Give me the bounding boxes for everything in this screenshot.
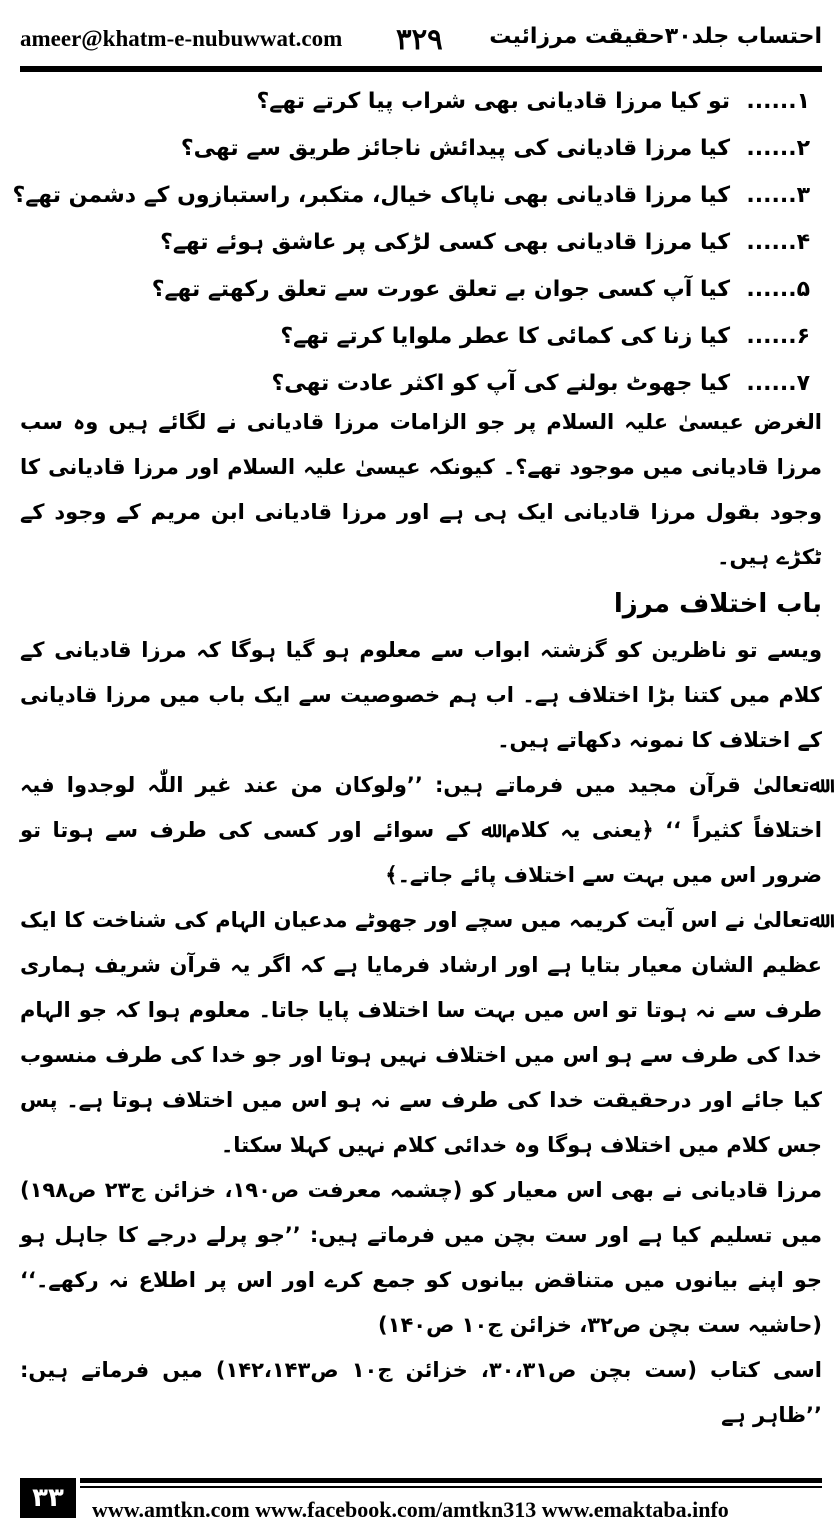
footer-page-number: ۳۳ xyxy=(20,1478,76,1518)
question-text: کیا جھوٹ بولنے کی آپ کو اکثر عادت تھی؟ xyxy=(271,371,730,396)
question-list xyxy=(12,78,822,407)
paragraph-quran-quote: ﷲتعالیٰ قرآن مجید میں فرماتے ہیں: ’’ولوکان من عند غیر اللّٰہ لوجدوا فیہ اختلافاً کثیراً ‘‘ ﴿یعنی یہ کلام ﷲ کے سوائے اور کسی کی طرف سے ہوتا تو ضرور اس میں بہت سے اختلاف پائے جاتے۔﴾ xyxy=(20,773,822,887)
question-text: تو کیا مرزا قادیانی بھی شراب پیا کرتے تھے؟ xyxy=(256,89,730,114)
chapter-heading: باب اختلاف مرزا xyxy=(613,589,822,619)
question-number: ۶...... xyxy=(746,324,810,349)
body-text xyxy=(20,400,822,1438)
question-number: ۱...... xyxy=(746,89,810,114)
question-number: ۴...... xyxy=(746,230,810,255)
question-text: کیا آپ کسی جوان بے تعلق عورت سے تعلق رکھتے تھے؟ xyxy=(151,277,730,302)
footer-rule-thin xyxy=(80,1486,822,1488)
question-text: کیا مرزا قادیانی بھی ناپاک خیال، متکبر، راستبازوں کے دشمن تھے؟ xyxy=(12,183,730,208)
question-number: ۳...... xyxy=(746,183,810,208)
paragraph-explanation: ﷲتعالیٰ نے اس آیت کریمہ میں سچے اور جھوٹے مدعیان الہام کی شناخت کا ایک عظیم الشان معیار بتایا ہے اور ارشاد فرمایا ہے کہ اگر یہ قرآن شریف ہماری طرف سے نہ ہوتا تو اس میں بہت سا اختلاف پایا جاتا۔ معلوم ہوا کہ جو الہام خدا کی طرف سے ہو اس میں اختلاف نہیں ہوتا اور جو خدا کی طرف منسوب کیا جائے اور درحقیقت خدا کی طرف سے نہ ہو اس میں اختلاف ہوتا ہے۔ پس جس کلام میں اختلاف ہوگا وہ خدائی کلام نہیں کہلا سکتا۔ xyxy=(20,908,822,1157)
list-item xyxy=(20,78,822,125)
question-number: ۲...... xyxy=(746,136,810,161)
header-page-number: ۳۲۹ xyxy=(396,24,443,56)
paragraph-intro: ویسے تو ناظرین کو گزشتہ ابواب سے معلوم ہو گیا ہوگا کہ مرزا قادیانی کے کلام میں کتنا بڑا اختلاف ہے۔ اب ہم خصوصیت سے ایک باب میں مرزا قادیانی کے اختلاف کا نمونہ دکھاتے ہیں۔ xyxy=(20,638,822,752)
header-rule xyxy=(20,66,822,72)
question-text: کیا مرزا قادیانی بھی کسی لڑکی پر عاشق ہوئے تھے؟ xyxy=(160,230,730,255)
list-item xyxy=(20,313,822,360)
list-item xyxy=(20,125,822,172)
list-item xyxy=(12,172,822,219)
paragraph-continuation: اسی کتاب (ست بچن ص۳۰،۳۱، خزائن ج۱۰ ص۱۴۲،۱۴۳) میں فرماتے ہیں: ’’ظاہر ہے xyxy=(20,1358,822,1427)
footer-links: www.amtkn.com www.facebook.com/amtkn313 www.emaktaba.info xyxy=(92,1497,729,1522)
list-item xyxy=(20,219,822,266)
footer-rule xyxy=(80,1478,822,1483)
question-text: کیا زنا کی کمائی کا عطر ملوایا کرتے تھے؟ xyxy=(280,324,730,349)
header-book-title: احتساب جلد۳۰حقیقت مرزائیت xyxy=(489,24,822,49)
list-item xyxy=(20,266,822,313)
question-text: کیا مرزا قادیانی کی پیدائش ناجائز طریق سے تھی؟ xyxy=(180,136,730,161)
header-email: ameer@khatm-e-nubuwwat.com xyxy=(20,26,343,51)
paragraph-conclusion: الغرض عیسیٰ علیہ السلام پر جو الزامات مرزا قادیانی نے لگائے ہیں وہ سب مرزا قادیانی میں موجود تھے؟۔ کیونکہ عیسیٰ علیہ السلام اور مرزا قادیانی کا وجود بقول مرزا قادیانی ایک ہی ہے اور مرزا قادیانی ابن مریم کے وجود کے ٹکڑے ہیں۔ xyxy=(20,410,822,569)
paragraph-mirza-standard: مرزا قادیانی نے بھی اس معیار کو (چشمہ معرفت ص۱۹۰، خزائن ج۲۳ ص۱۹۸) میں تسلیم کیا ہے اور ست بچن میں فرماتے ہیں: ’’جو پرلے درجے کا جاہل ہو جو اپنے بیانوں میں متناقض بیانوں کو جمع کرے اور اس پر اطلاع نہ رکھے۔‘‘ (حاشیہ ست بچن ص۳۲، خزائن ج۱۰ ص۱۴۰) xyxy=(20,1178,822,1337)
question-number: ۷...... xyxy=(746,371,810,396)
page-header xyxy=(20,22,822,62)
question-number: ۵...... xyxy=(746,277,810,302)
